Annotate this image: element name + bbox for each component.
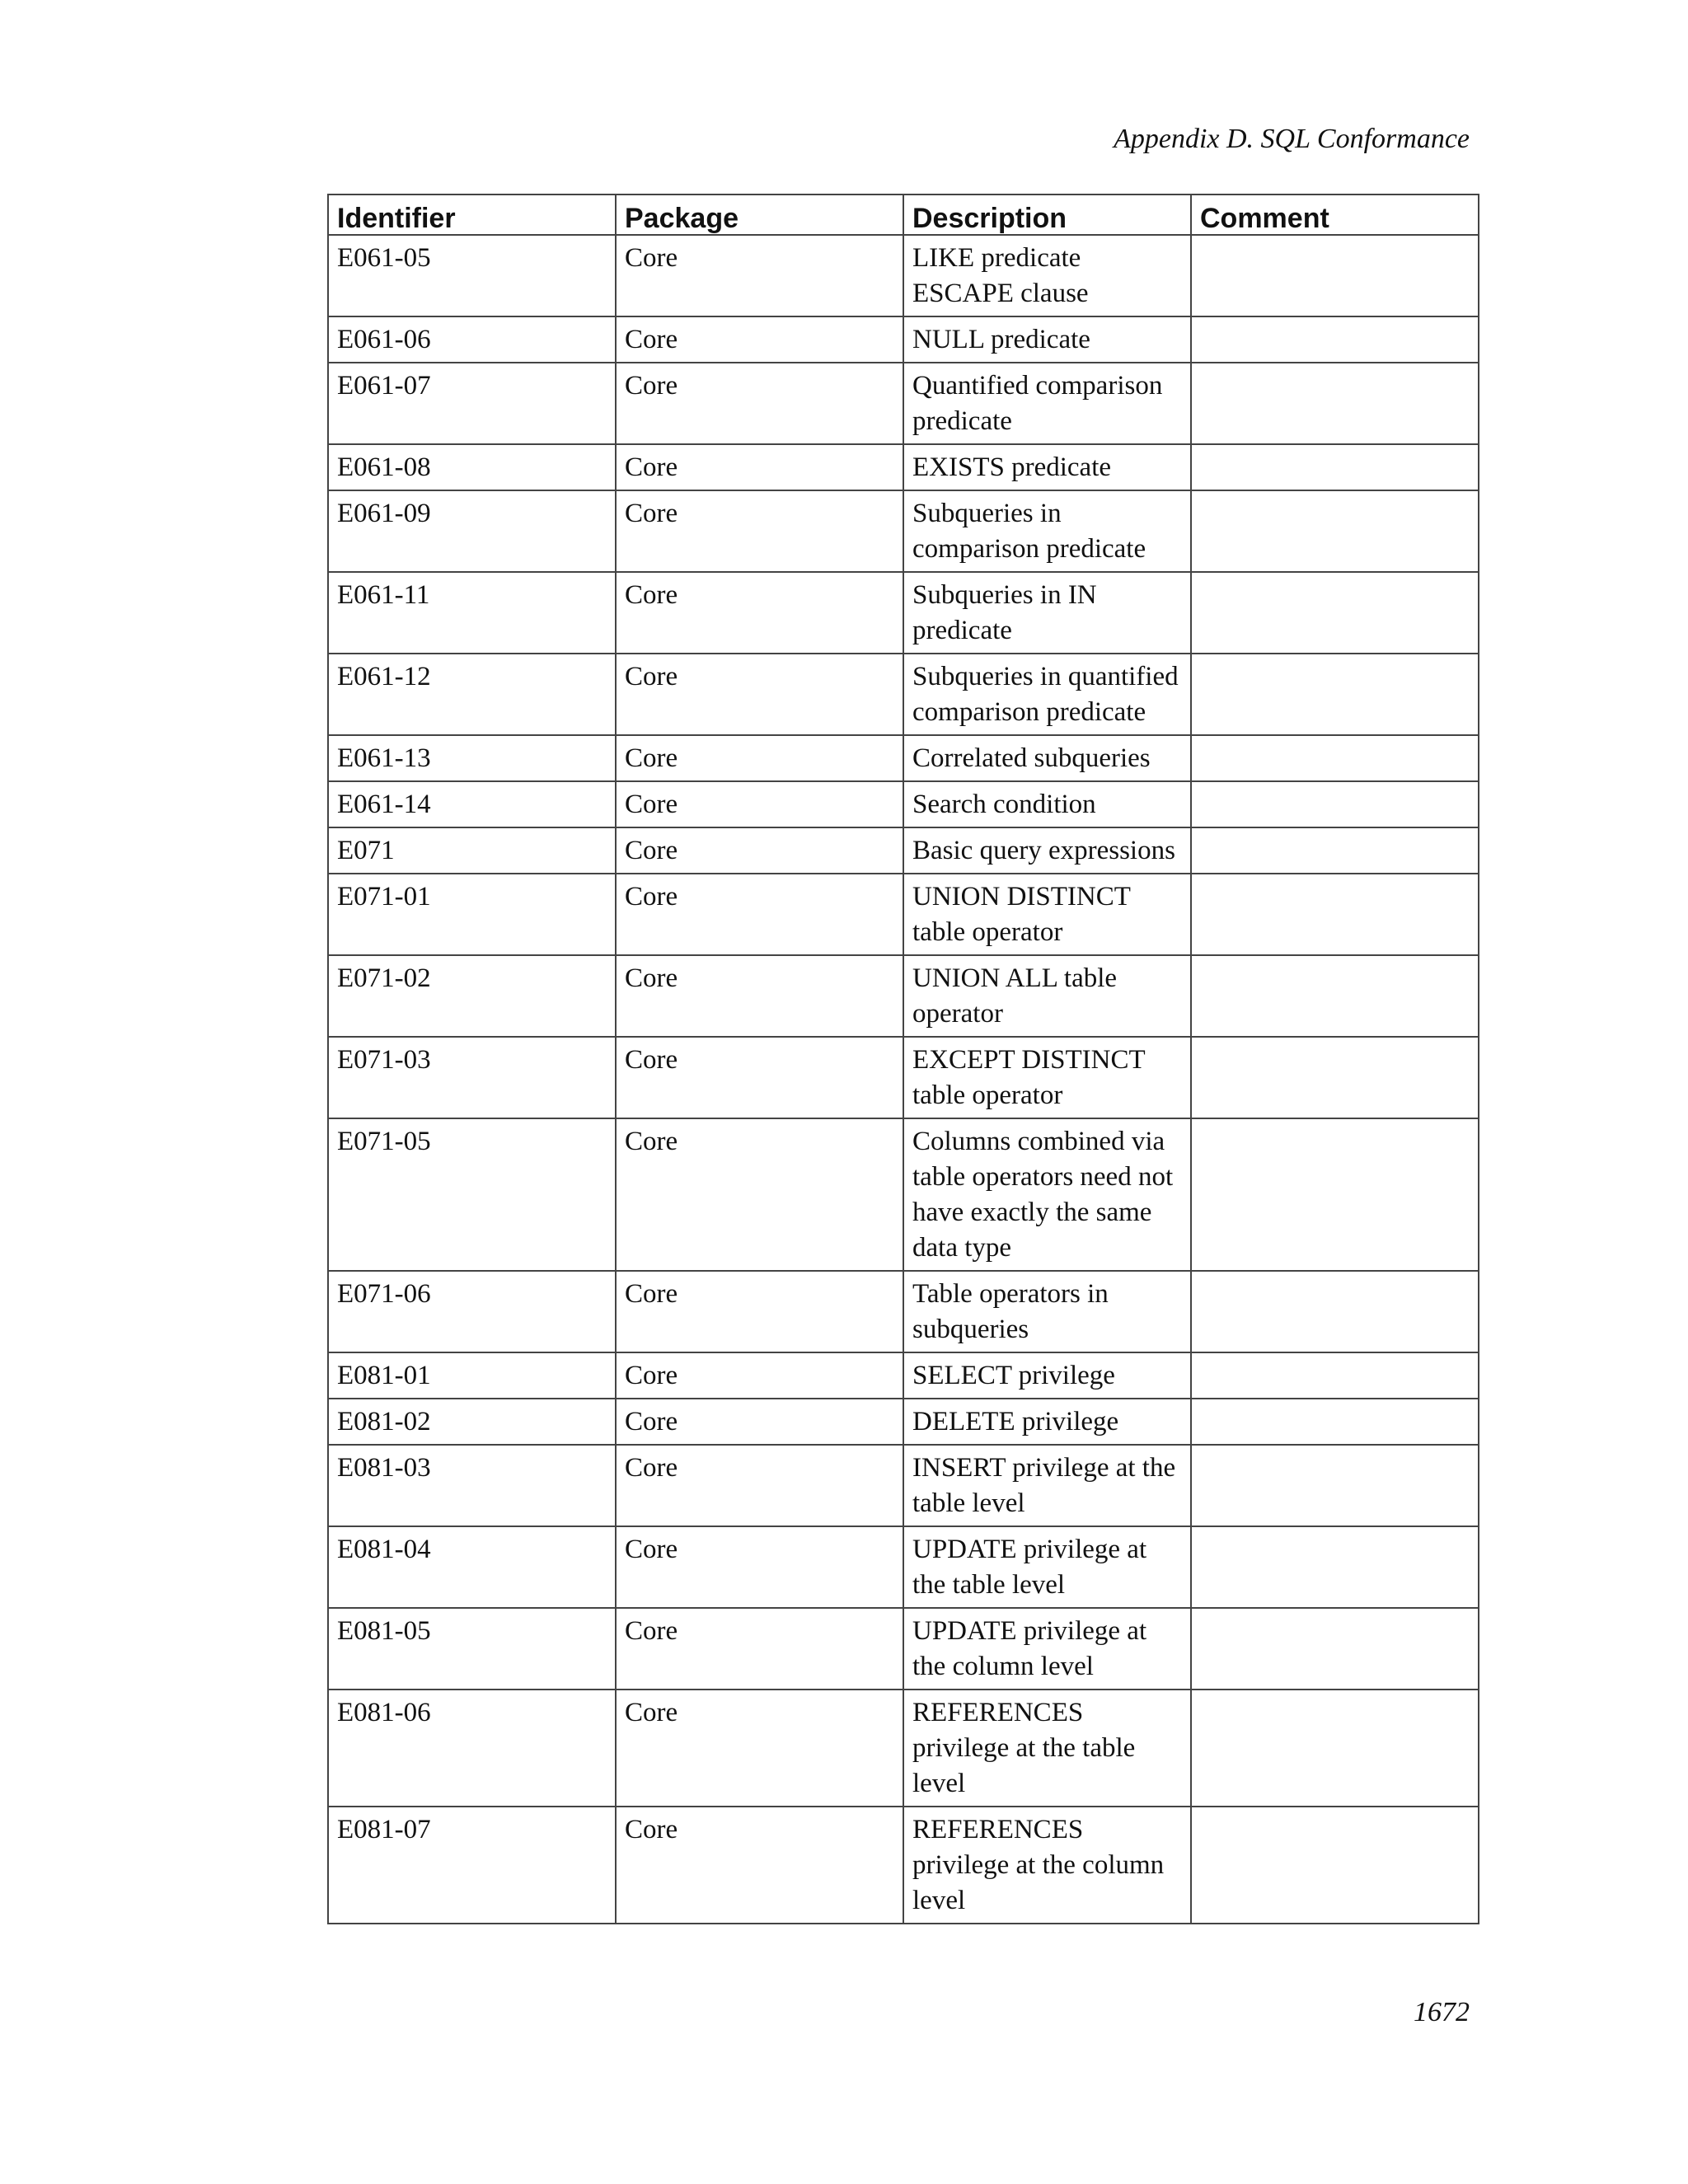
package-cell: Core	[616, 316, 903, 363]
table-row	[328, 1445, 1479, 1526]
description-cell: Correlated subqueries	[903, 735, 1191, 781]
comment-cell	[1191, 1608, 1479, 1690]
package-cell: Core	[616, 1608, 903, 1690]
conformance-table	[327, 194, 1479, 1924]
identifier-cell: E081-06	[328, 1690, 616, 1807]
identifier-cell: E061-06	[328, 316, 616, 363]
table-row	[328, 1118, 1479, 1271]
package-cell: Core	[616, 1399, 903, 1445]
package-cell: Core	[616, 572, 903, 654]
description-cell: UNION DISTINCT table operator	[903, 874, 1191, 955]
identifier-cell: E081-04	[328, 1526, 616, 1608]
running-header: Appendix D. SQL Conformance	[1114, 124, 1470, 154]
package-cell: Core	[616, 1037, 903, 1118]
table-row	[328, 735, 1479, 781]
package-cell: Core	[616, 827, 903, 874]
identifier-cell: E071	[328, 827, 616, 874]
description-cell: REFERENCES privilege at the table level	[903, 1690, 1191, 1807]
table-row	[328, 363, 1479, 444]
identifier-cell: E071-06	[328, 1271, 616, 1352]
comment-cell	[1191, 1690, 1479, 1807]
table-row	[328, 1807, 1479, 1924]
comment-cell	[1191, 1352, 1479, 1399]
comment-cell	[1191, 363, 1479, 444]
identifier-cell: E061-08	[328, 444, 616, 490]
page-number: 1672	[1414, 1997, 1470, 2027]
comment-cell	[1191, 1526, 1479, 1608]
description-cell: EXCEPT DISTINCT table operator	[903, 1037, 1191, 1118]
package-cell: Core	[616, 363, 903, 444]
package-cell: Core	[616, 235, 903, 316]
identifier-cell: E081-03	[328, 1445, 616, 1526]
table-row	[328, 572, 1479, 654]
description-cell: SELECT privilege	[903, 1352, 1191, 1399]
identifier-cell: E061-07	[328, 363, 616, 444]
comment-cell	[1191, 1118, 1479, 1271]
description-cell: UPDATE privilege at the table level	[903, 1526, 1191, 1608]
identifier-cell: E081-02	[328, 1399, 616, 1445]
description-cell: Subqueries in quantified comparison predicate	[903, 654, 1191, 735]
description-cell: Quantified comparison predicate	[903, 363, 1191, 444]
comment-cell	[1191, 874, 1479, 955]
column-header-description: Description	[903, 194, 1191, 235]
comment-cell	[1191, 1037, 1479, 1118]
table-header	[328, 194, 1479, 235]
package-cell: Core	[616, 1271, 903, 1352]
package-cell: Core	[616, 735, 903, 781]
description-cell: Basic query expressions	[903, 827, 1191, 874]
comment-cell	[1191, 235, 1479, 316]
table-row	[328, 1608, 1479, 1690]
package-cell: Core	[616, 781, 903, 827]
comment-cell	[1191, 1807, 1479, 1924]
table-row	[328, 1271, 1479, 1352]
description-cell: REFERENCES privilege at the column level	[903, 1807, 1191, 1924]
comment-cell	[1191, 1399, 1479, 1445]
package-cell: Core	[616, 444, 903, 490]
description-cell: NULL predicate	[903, 316, 1191, 363]
identifier-cell: E071-03	[328, 1037, 616, 1118]
table-row	[328, 654, 1479, 735]
identifier-cell: E061-11	[328, 572, 616, 654]
header-row	[328, 194, 1479, 235]
comment-cell	[1191, 1271, 1479, 1352]
table-body	[328, 235, 1479, 1924]
identifier-cell: E061-12	[328, 654, 616, 735]
table-row	[328, 490, 1479, 572]
comment-cell	[1191, 955, 1479, 1037]
description-cell: Search condition	[903, 781, 1191, 827]
comment-cell	[1191, 572, 1479, 654]
table-row	[328, 235, 1479, 316]
comment-cell	[1191, 735, 1479, 781]
package-cell: Core	[616, 1526, 903, 1608]
comment-cell	[1191, 490, 1479, 572]
description-cell: Table operators in subqueries	[903, 1271, 1191, 1352]
column-header-package: Package	[616, 194, 903, 235]
comment-cell	[1191, 1445, 1479, 1526]
identifier-cell: E061-14	[328, 781, 616, 827]
comment-cell	[1191, 654, 1479, 735]
identifier-cell: E061-05	[328, 235, 616, 316]
description-cell: Subqueries in IN predicate	[903, 572, 1191, 654]
package-cell: Core	[616, 1807, 903, 1924]
table-row	[328, 1399, 1479, 1445]
table-row	[328, 955, 1479, 1037]
table-row	[328, 827, 1479, 874]
identifier-cell: E071-05	[328, 1118, 616, 1271]
identifier-cell: E081-05	[328, 1608, 616, 1690]
description-cell: INSERT privilege at the table level	[903, 1445, 1191, 1526]
table-row	[328, 1352, 1479, 1399]
table-row	[328, 1526, 1479, 1608]
package-cell: Core	[616, 955, 903, 1037]
package-cell: Core	[616, 654, 903, 735]
table-row	[328, 874, 1479, 955]
comment-cell	[1191, 781, 1479, 827]
package-cell: Core	[616, 1690, 903, 1807]
table-row	[328, 781, 1479, 827]
column-header-identifier: Identifier	[328, 194, 616, 235]
identifier-cell: E081-01	[328, 1352, 616, 1399]
identifier-cell: E061-13	[328, 735, 616, 781]
identifier-cell: E081-07	[328, 1807, 616, 1924]
description-cell: DELETE privilege	[903, 1399, 1191, 1445]
description-cell: EXISTS predicate	[903, 444, 1191, 490]
table-row	[328, 1690, 1479, 1807]
table-row	[328, 316, 1479, 363]
identifier-cell: E061-09	[328, 490, 616, 572]
package-cell: Core	[616, 1352, 903, 1399]
package-cell: Core	[616, 490, 903, 572]
description-cell: LIKE predicate ESCAPE clause	[903, 235, 1191, 316]
description-cell: Columns combined via table operators need not have exactly the same data type	[903, 1118, 1191, 1271]
description-cell: Subqueries in comparison predicate	[903, 490, 1191, 572]
package-cell: Core	[616, 1445, 903, 1526]
comment-cell	[1191, 827, 1479, 874]
table-row	[328, 444, 1479, 490]
description-cell: UNION ALL table operator	[903, 955, 1191, 1037]
description-cell: UPDATE privilege at the column level	[903, 1608, 1191, 1690]
comment-cell	[1191, 316, 1479, 363]
column-header-comment: Comment	[1191, 194, 1479, 235]
identifier-cell: E071-01	[328, 874, 616, 955]
package-cell: Core	[616, 874, 903, 955]
table-row	[328, 1037, 1479, 1118]
comment-cell	[1191, 444, 1479, 490]
identifier-cell: E071-02	[328, 955, 616, 1037]
package-cell: Core	[616, 1118, 903, 1271]
